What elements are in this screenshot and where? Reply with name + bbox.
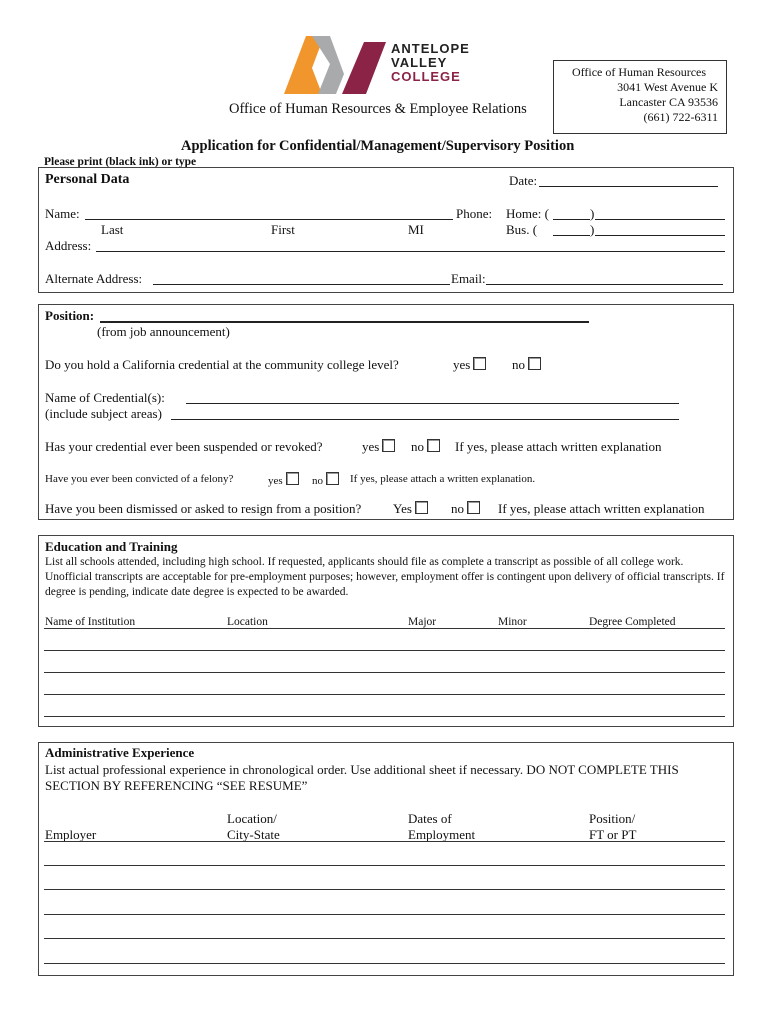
logo-line2: VALLEY <box>391 55 448 70</box>
dismissed-question: Have you been dismissed or asked to resign from a position? <box>45 501 362 516</box>
credential-subject-label: (include subject areas) <box>45 406 162 421</box>
education-row-3[interactable] <box>44 694 725 695</box>
col-location: Location <box>227 616 268 628</box>
admin-row-2[interactable] <box>44 889 725 890</box>
col-institution: Name of Institution <box>45 616 136 628</box>
date-label: Date: <box>509 173 538 188</box>
credential-name-field[interactable] <box>186 403 679 404</box>
admin-header-line <box>44 841 725 842</box>
bus-area-code-field[interactable] <box>553 235 590 236</box>
admin-instructions: List actual professional experience in chronological order. Use additional sheet if necessary. DO NOT COMPLETE THIS SECTION BY REFERENCING “SEE RESUME” <box>45 762 679 793</box>
email-field[interactable] <box>486 284 723 285</box>
felony-yes-checkbox[interactable] <box>286 472 299 485</box>
felony-no-option <box>312 472 339 489</box>
name-field[interactable] <box>85 219 453 220</box>
admin-row-3[interactable] <box>44 914 725 915</box>
address-label: Address: <box>45 238 92 253</box>
education-header-line <box>44 628 725 629</box>
date-field[interactable] <box>539 186 718 187</box>
address-line2: 3041 West Avenue K <box>617 80 718 94</box>
credential-question: Do you hold a California credential at the community college level? <box>45 357 399 372</box>
suspended-explanation-note: If yes, please attach written explanation <box>455 439 662 454</box>
credential-name-label: Name of Credential(s): <box>45 390 165 405</box>
home-phone-label: Home: ( <box>506 206 549 221</box>
home-area-code-field[interactable] <box>553 219 590 220</box>
email-label: Email: <box>451 271 486 286</box>
credential-no-option <box>512 357 541 372</box>
col-position-a: Position/ <box>589 811 636 826</box>
yes-label: Yes <box>393 501 412 516</box>
suspended-question: Has your credential ever been suspended or revoked? <box>45 439 323 454</box>
col-location-b: City-State <box>227 827 280 842</box>
home-paren-close: ) <box>590 206 595 221</box>
col-dates-a: Dates of <box>408 811 452 826</box>
phone-label: Phone: <box>456 206 493 221</box>
no-label: no <box>451 501 464 516</box>
suspended-yes-option <box>362 439 395 454</box>
address-line4: (661) 722-6311 <box>643 110 718 124</box>
education-instructions: List all schools attended, including high school. If requested, applicants should file as complete a transcript as possible of all college work. Unofficial transcripts are acceptable for pre-employment purposes; however, employment offer is contingent upon delivery of official transcripts. If degree is pending, indicate date degree is expected to be awarded. <box>45 556 725 598</box>
address-field[interactable] <box>96 251 725 252</box>
no-label: no <box>411 439 424 454</box>
dismissed-no-checkbox[interactable] <box>467 501 480 514</box>
col-location-a: Location/ <box>227 811 277 826</box>
col-degree: Degree Completed <box>589 616 676 628</box>
admin-heading: Administrative Experience <box>45 745 195 760</box>
felony-question: Have you ever been convicted of a felony? <box>45 473 234 485</box>
yes-label: yes <box>268 475 283 487</box>
home-phone-field[interactable] <box>595 219 725 220</box>
suspended-yes-checkbox[interactable] <box>382 439 395 452</box>
col-position-b: FT or PT <box>589 827 637 842</box>
education-row-4[interactable] <box>44 716 725 717</box>
admin-row-1[interactable] <box>44 865 725 866</box>
yes-label: yes <box>362 439 380 454</box>
address-line1: Office of Human Resources <box>571 65 707 79</box>
bus-paren-close: ) <box>590 222 595 237</box>
yes-label: yes <box>453 357 471 372</box>
logo-line1: ANTELOPE <box>391 41 470 56</box>
address-line3: Lancaster CA 93536 <box>619 95 718 109</box>
admin-row-4[interactable] <box>44 938 725 939</box>
admin-row-5[interactable] <box>44 963 725 964</box>
bus-phone-field[interactable] <box>595 235 725 236</box>
first-label: First <box>271 222 295 237</box>
logo-mark <box>282 34 392 96</box>
dismissed-yes-option <box>393 501 428 516</box>
suspended-no-checkbox[interactable] <box>427 439 440 452</box>
no-label: no <box>512 357 525 372</box>
felony-no-checkbox[interactable] <box>326 472 339 485</box>
office-title: Office of Human Resources & Employee Relations <box>229 101 527 117</box>
name-label: Name: <box>45 206 80 221</box>
from-announcement-note: (from job announcement) <box>97 324 230 339</box>
mi-label: MI <box>408 222 424 237</box>
felony-yes-option <box>268 472 299 489</box>
credential-subject-field[interactable] <box>171 419 679 420</box>
credential-yes-checkbox[interactable] <box>473 357 486 370</box>
print-note: Please print (black ink) or type <box>44 156 197 168</box>
alt-address-field[interactable] <box>153 284 450 285</box>
personal-heading: Personal Data <box>45 172 130 187</box>
position-field[interactable] <box>100 321 589 323</box>
form-title: Application for Confidential/Management/Supervisory Position <box>181 138 575 154</box>
last-label: Last <box>101 222 124 237</box>
education-heading: Education and Training <box>45 539 178 554</box>
address-box <box>553 60 727 134</box>
col-major: Major <box>408 616 437 628</box>
dismissed-explanation-note: If yes, please attach written explanation <box>498 501 705 516</box>
dismissed-yes-checkbox[interactable] <box>415 501 428 514</box>
education-row-1[interactable] <box>44 650 725 651</box>
college-logo <box>282 34 482 96</box>
col-dates-b: Employment <box>408 827 476 842</box>
no-label: no <box>312 475 323 487</box>
alt-address-label: Alternate Address: <box>45 271 143 286</box>
felony-explanation-note: If yes, please attach a written explanation. <box>350 473 536 485</box>
credential-no-checkbox[interactable] <box>528 357 541 370</box>
bus-phone-label: Bus. ( <box>506 222 538 237</box>
logo-line3: COLLEGE <box>391 69 461 84</box>
position-label: Position: <box>45 308 95 323</box>
education-row-2[interactable] <box>44 672 725 673</box>
col-employer: Employer <box>45 827 97 842</box>
dismissed-no-option <box>451 501 480 516</box>
col-minor: Minor <box>498 616 527 628</box>
suspended-no-option <box>411 439 440 454</box>
credential-yes-option <box>453 357 486 372</box>
